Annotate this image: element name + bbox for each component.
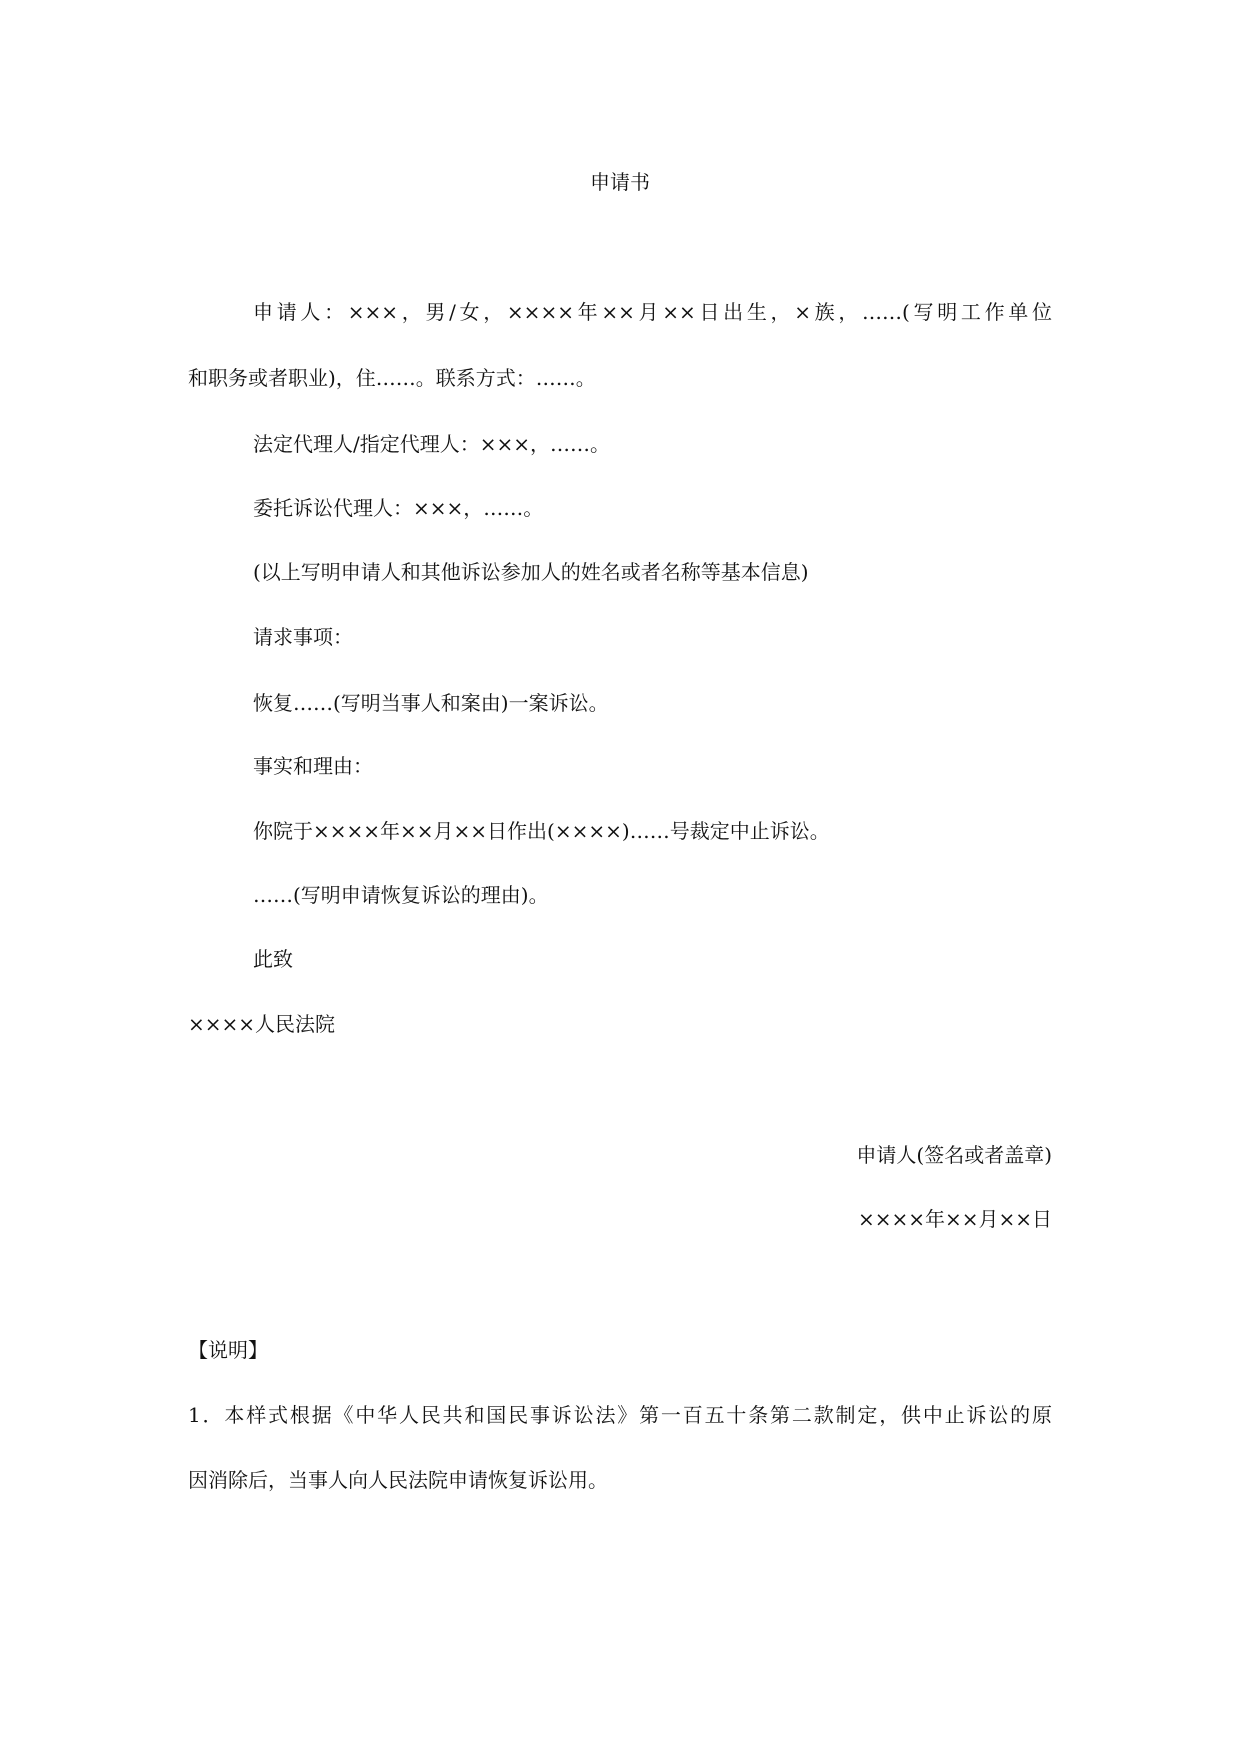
legal-agent-line: 法定代理人/指定代理人：×××，……。	[253, 432, 611, 456]
facts-heading: 事实和理由：	[253, 754, 373, 778]
parties-note: (以上写明申请人和其他诉讼参加人的姓名或者名称等基本信息)	[253, 560, 809, 584]
facts-line2: ……(写明申请恢复诉讼的理由)。	[253, 883, 549, 907]
request-heading: 请求事项：	[253, 625, 353, 649]
applicant-info-line2: 和职务或者职业)，住……。联系方式：……。	[188, 366, 596, 390]
facts-line1: 你院于××××年××月××日作出(××××)……号裁定中止诉讼。	[253, 819, 830, 843]
notes-heading: 【说明】	[188, 1338, 268, 1362]
signature-line: 申请人(签名或者盖章)	[856, 1143, 1052, 1167]
date-line: ××××年××月××日	[857, 1207, 1052, 1231]
page-title: 申请书	[590, 170, 650, 194]
entrusted-agent-line: 委托诉讼代理人：×××，……。	[253, 496, 544, 520]
salutation: 此致	[253, 947, 293, 971]
notes-item1-line1: 1．本样式根据《中华人民共和国民事诉讼法》第一百五十条第二款制定，供中止诉讼的原	[188, 1403, 1052, 1427]
court-name: ××××人民法院	[188, 1012, 336, 1036]
request-content: 恢复……(写明当事人和案由)一案诉讼。	[253, 691, 609, 715]
notes-item1-line2: 因消除后，当事人向人民法院申请恢复诉讼用。	[188, 1468, 608, 1492]
applicant-info-line1: 申请人：×××，男/女，××××年××月××日出生，×族，……(写明工作单位	[253, 300, 1052, 324]
